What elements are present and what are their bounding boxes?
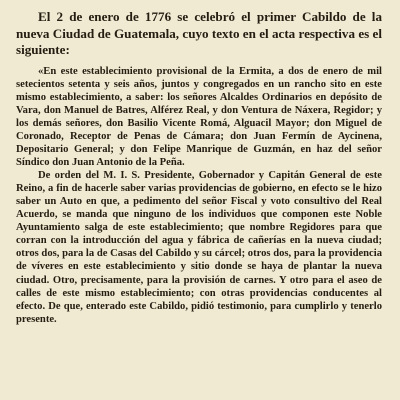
quoted-act-text: [16, 65, 382, 326]
quote-paragraph-2: De orden del M. I. S. Presidente, Gobernador y Capitán General de este Reino, a fin de hacerle saber varias providencias de gobierno, en efecto se le hizo saber un Auto en que, a pedimento del señor Fiscal y voto consultivo del Real Acuerdo, se manda que ninguno de los individuos que componen este Noble Ayuntamiento salga de este establecimiento; que nombre Regidores para que corran con la introducción del agua y fábrica de cañerías en la nueva ciudad; otros dos, para la de Casas del Cabildo y su cárcel; otros dos, para la providencia de víveres en este establecimiento y sitio donde se haya de plantar la nueva ciudad. Otro, precisamente, para la provisión de carnes. Y otro para el aseo de calles de este mismo establecimiento; con otras providencias conducentes al efecto. De que, enterado este Cabildo, pidió testimonio, para cumplirlo y tenerlo presente.: [16, 170, 382, 325]
intro-paragraph: El 2 de enero de 1776 se celebró el primer Cabildo de la nueva Ciudad de Guatemala, cuyo texto en el acta respectiva es el siguiente:: [16, 9, 382, 58]
quote-paragraph-1: «En este establecimiento provisional de la Ermita, a dos de enero de mil setecientos setenta y seis años, juntos y congregados en un rancho sito en este mismo establecimiento, a saber: los señores Alcaldes Ordinarios en depósito de Vara, don Manuel de Batres, Alférez Real, y don Ventura de Náxera, Regidor; y los demás señores, don Basilio Vicente Romá, Alguacil Mayor; don Miguel de Coronado, Receptor de Penas de Cámara; don Juan Fermín de Aycinena, Depositario General; y don Felipe Manrique de Guzmán, en haz del señor Síndico don Juan Antonio de la Peña.: [16, 65, 382, 169]
